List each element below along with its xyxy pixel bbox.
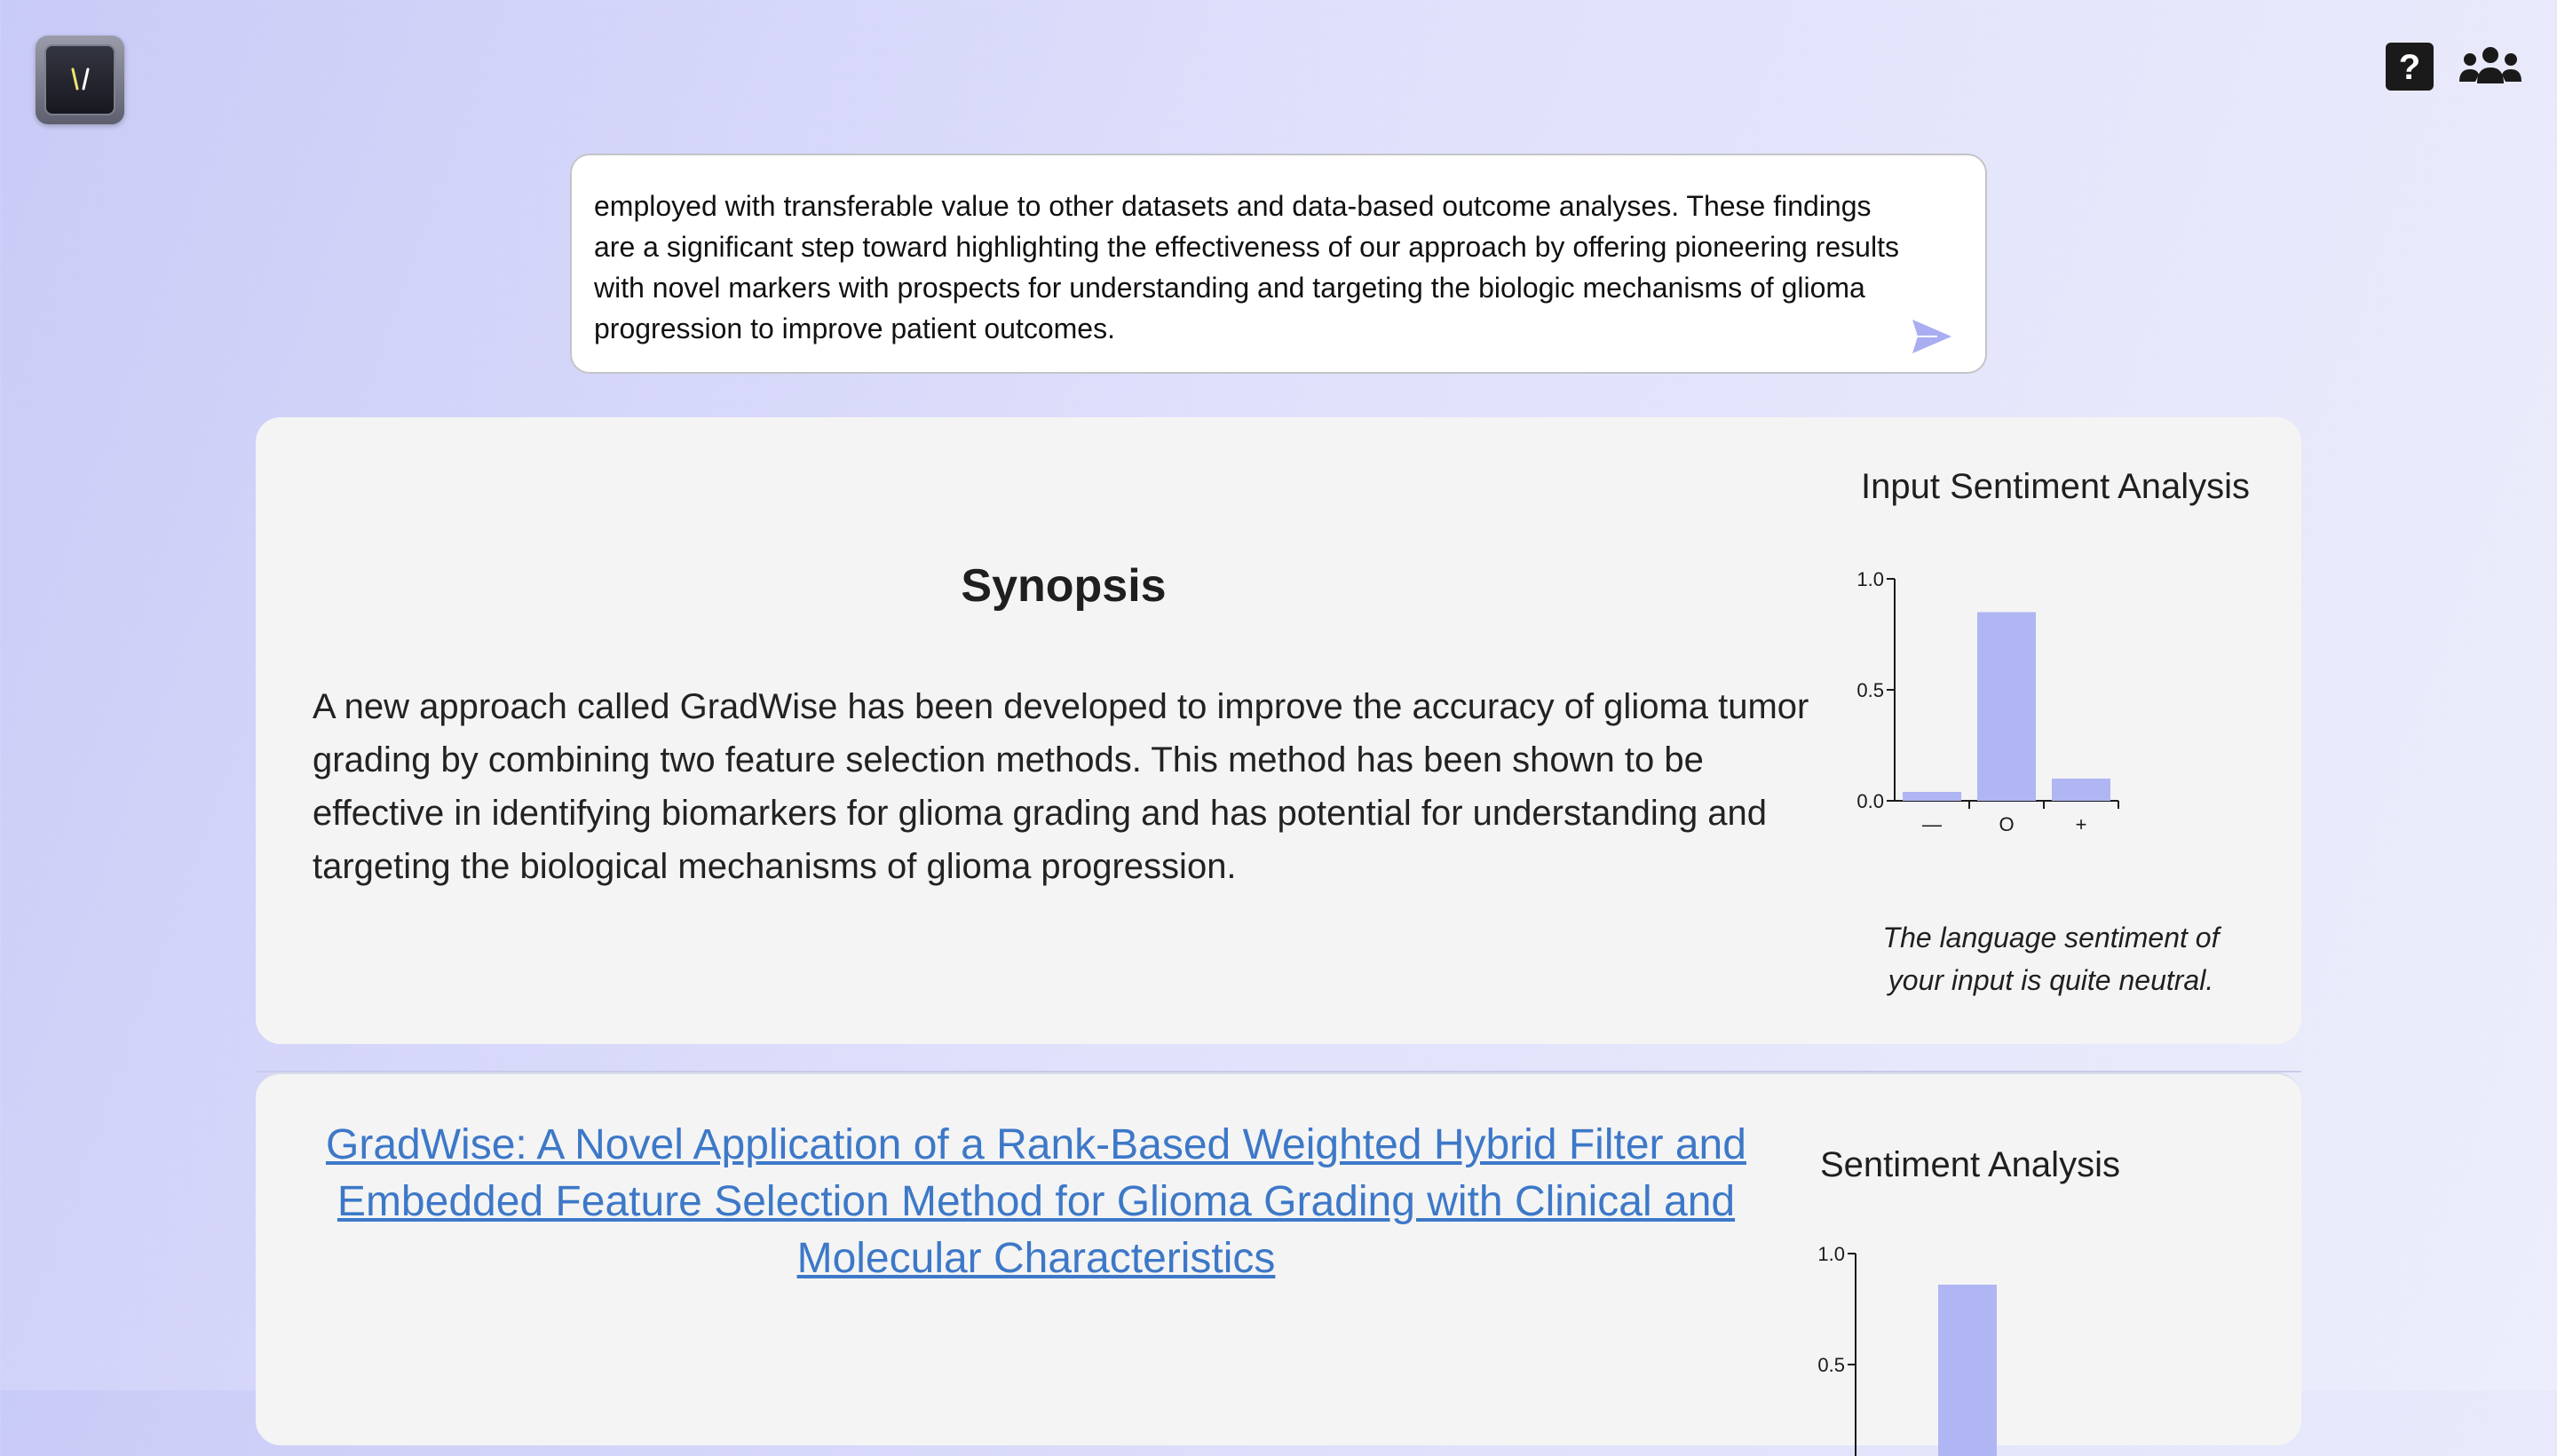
y-tick-label: 0.5 [1817, 1354, 1845, 1376]
people-group-icon [2458, 44, 2523, 89]
synopsis-card [256, 417, 2301, 1044]
y-tick-label: 0.0 [1856, 790, 1884, 812]
paper-sentiment-title: Sentiment Analysis [1820, 1145, 2120, 1184]
app-logo[interactable] [36, 36, 124, 124]
query-input[interactable] [570, 154, 1987, 374]
y-tick-label: 1.0 [1856, 568, 1884, 590]
input-sentiment-chart [1836, 568, 2102, 835]
terminal-slash-icon [48, 48, 112, 112]
x-tick-label: — [1922, 813, 1942, 835]
synopsis-title: Synopsis [961, 560, 1167, 612]
synopsis-body: A new approach called GradWise has been developed to improve the accuracy of glioma tumor grading by combining two feature selection methods. This method has been shown to be effective in identifying biomarkers for glioma grading and has potential for understanding and targeting the biological mechanisms of glioma progression. [313, 687, 1809, 886]
input-sentiment-caption: The language sentiment of your input is quite neutral. [1882, 922, 2220, 996]
y-tick-label: 0.5 [1856, 679, 1884, 701]
send-arrow-icon [1911, 317, 1953, 356]
bar-O [1938, 1285, 1997, 1456]
send-button[interactable] [1911, 317, 1953, 356]
x-tick-label: O [1999, 813, 2015, 835]
input-sentiment-title: Input Sentiment Analysis [1861, 467, 2251, 506]
help-button[interactable] [2385, 42, 2434, 91]
query-input-text[interactable]: employed with transferable value to other datasets and data-based outcome analyses. These findings are a significant step toward highlighting the effectiveness of our approach by offering pioneering results with novel markers with prospects for understanding and targeting the biologic mechanisms of glioma progression to improve patient outcomes. [594, 190, 1899, 344]
people-button[interactable] [2458, 44, 2523, 89]
paper-title-link[interactable]: GradWise: A Novel Application of a Rank-Based Weighted Hybrid Filter and Embedded Feature Selection Method for Glioma Grading with Clinical and Molecular Characteristics [326, 1121, 1746, 1282]
question-mark-icon [2385, 42, 2434, 91]
paper-result-card [256, 1072, 2301, 1445]
y-tick-label: 1.0 [1817, 1243, 1845, 1265]
svg-text:?: ? [2398, 48, 2421, 87]
bar-+ [2052, 779, 2110, 801]
x-tick-label: + [2075, 813, 2087, 835]
bar-— [1903, 792, 1961, 801]
paper-sentiment-chart [1797, 1243, 2063, 1456]
bar-O [1977, 613, 2036, 802]
